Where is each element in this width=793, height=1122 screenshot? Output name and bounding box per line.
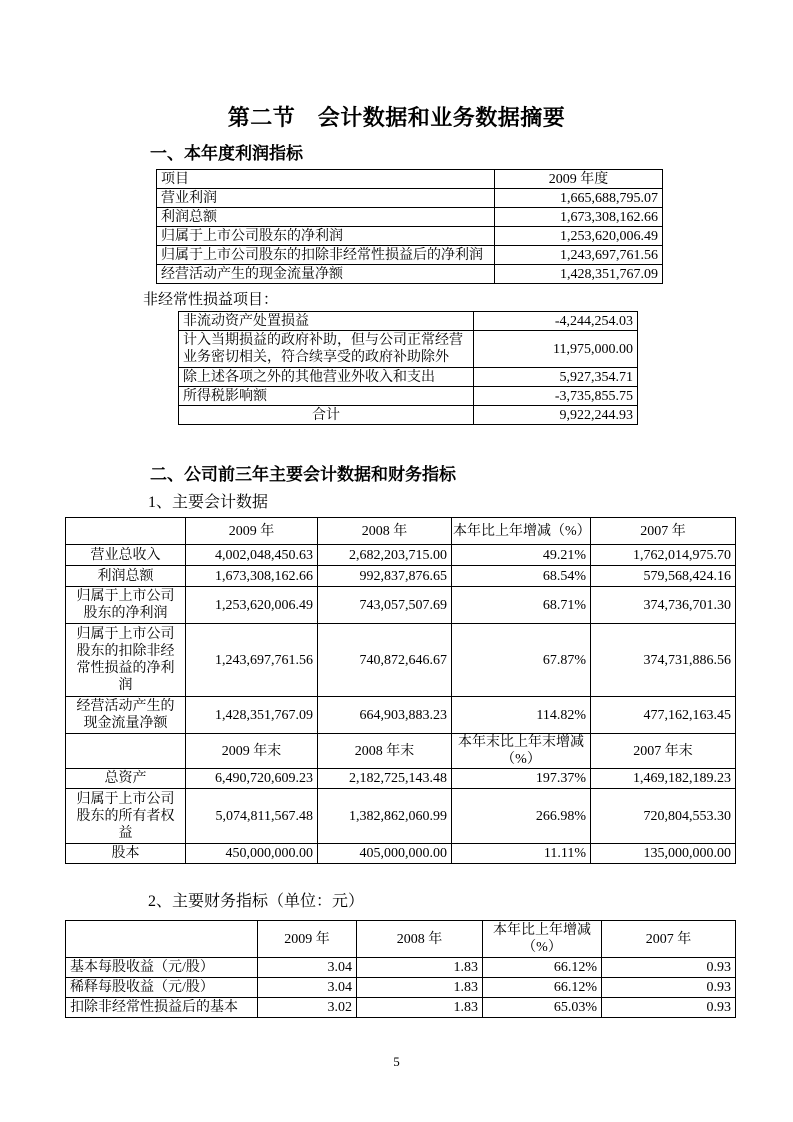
table-row bbox=[66, 998, 736, 1018]
row-value: -3,735,855.75 bbox=[474, 387, 638, 406]
table-row bbox=[66, 958, 736, 978]
value-2008: 1.83 bbox=[357, 978, 483, 998]
table-row bbox=[66, 978, 736, 998]
row-label: 营业利润 bbox=[157, 189, 495, 208]
table-row bbox=[179, 331, 638, 368]
column-header-2009: 2009 年度 bbox=[495, 170, 663, 189]
value-change: 68.71% bbox=[452, 587, 591, 624]
corner-cell bbox=[66, 921, 258, 958]
row-label: 除上述各项之外的其他营业外收入和支出 bbox=[179, 368, 474, 387]
row-label: 计入当期损益的政府补助，但与公司正常经营业务密切相关，符合续享受的政府补助除外 bbox=[179, 331, 474, 368]
value-change: 65.03% bbox=[483, 998, 602, 1018]
total-label: 合计 bbox=[179, 406, 474, 425]
row-value: 1,253,620,006.49 bbox=[495, 227, 663, 246]
row-label: 总资产 bbox=[66, 769, 186, 789]
total-value: 9,922,244.93 bbox=[474, 406, 638, 425]
value-2009: 3.02 bbox=[258, 998, 357, 1018]
row-value: 11,975,000.00 bbox=[474, 331, 638, 368]
value-change: 66.12% bbox=[483, 978, 602, 998]
table-header-row bbox=[157, 170, 663, 189]
value-change: 68.54% bbox=[452, 566, 591, 587]
corner-cell bbox=[66, 734, 186, 769]
value-2007: 374,736,701.30 bbox=[591, 587, 736, 624]
value-2009: 1,673,308,162.66 bbox=[186, 566, 318, 587]
value-2009: 3.04 bbox=[258, 958, 357, 978]
table-header-row-eop bbox=[66, 734, 736, 769]
row-label: 非流动资产处置损益 bbox=[179, 312, 474, 331]
value-2009: 1,428,351,767.09 bbox=[186, 697, 318, 734]
section-heading-three-year: 二、公司前三年主要会计数据和财务指标 bbox=[150, 465, 456, 484]
value-2007: 374,731,886.56 bbox=[591, 624, 736, 697]
row-label: 稀释每股收益（元/股） bbox=[66, 978, 258, 998]
row-label: 利润总额 bbox=[66, 566, 186, 587]
value-change: 197.37% bbox=[452, 769, 591, 789]
section-heading-profit: 一、本年度利润指标 bbox=[150, 144, 303, 163]
row-label: 经营活动产生的现金流量净额 bbox=[66, 697, 186, 734]
table-row bbox=[66, 789, 736, 844]
row-label: 所得税影响额 bbox=[179, 387, 474, 406]
row-label: 归属于上市公司股东的扣除非经常性损益的净利润 bbox=[66, 624, 186, 697]
value-2008: 1,382,862,060.99 bbox=[318, 789, 452, 844]
row-label: 归属于上市公司股东的净利润 bbox=[66, 587, 186, 624]
value-2007: 0.93 bbox=[602, 998, 736, 1018]
table-header-row bbox=[66, 921, 736, 958]
value-2007: 579,568,424.16 bbox=[591, 566, 736, 587]
column-header-change: 本年比上年增减（%） bbox=[483, 921, 602, 958]
value-change: 114.82% bbox=[452, 697, 591, 734]
value-2008: 1.83 bbox=[357, 958, 483, 978]
value-2007: 1,469,182,189.23 bbox=[591, 769, 736, 789]
row-value: 1,243,697,761.56 bbox=[495, 246, 663, 265]
page-number: 5 bbox=[393, 1054, 400, 1069]
value-2009: 3.04 bbox=[258, 978, 357, 998]
value-2009: 6,490,720,609.23 bbox=[186, 769, 318, 789]
row-value: 1,428,351,767.09 bbox=[495, 265, 663, 284]
row-label: 利润总额 bbox=[157, 208, 495, 227]
value-change: 66.12% bbox=[483, 958, 602, 978]
row-label: 经营活动产生的现金流量净额 bbox=[157, 265, 495, 284]
nonrecurring-items-heading: 非经常性损益项目： bbox=[143, 292, 279, 308]
table-row bbox=[66, 624, 736, 697]
value-2009: 1,243,697,761.56 bbox=[186, 624, 318, 697]
accounting-data-table bbox=[65, 517, 736, 864]
row-label: 基本每股收益（元/股） bbox=[66, 958, 258, 978]
subheading-financial-indicators: 2、主要财务指标（单位：元） bbox=[148, 893, 365, 910]
value-2008: 664,903,883.23 bbox=[318, 697, 452, 734]
profit-indicator-table bbox=[156, 169, 663, 284]
financial-indicator-table bbox=[65, 920, 736, 1018]
table-row bbox=[179, 368, 638, 387]
table-row bbox=[66, 844, 736, 864]
table-row bbox=[66, 566, 736, 587]
table-row bbox=[66, 545, 736, 566]
value-2007: 0.93 bbox=[602, 978, 736, 998]
table-row bbox=[66, 587, 736, 624]
column-header-2008: 2008 年 bbox=[318, 518, 452, 545]
value-2008: 1.83 bbox=[357, 998, 483, 1018]
value-change: 11.11% bbox=[452, 844, 591, 864]
row-value: -4,244,254.03 bbox=[474, 312, 638, 331]
table-header-row-annual bbox=[66, 518, 736, 545]
corner-cell bbox=[66, 518, 186, 545]
row-label: 股本 bbox=[66, 844, 186, 864]
table-row bbox=[157, 227, 663, 246]
table-row bbox=[157, 246, 663, 265]
value-2008: 992,837,876.65 bbox=[318, 566, 452, 587]
row-value: 1,673,308,162.66 bbox=[495, 208, 663, 227]
row-label: 扣除非经常性损益后的基本 bbox=[66, 998, 258, 1018]
column-header-2009: 2009 年 bbox=[258, 921, 357, 958]
row-label: 归属于上市公司股东的所有者权益 bbox=[66, 789, 186, 844]
row-label: 归属于上市公司股东的净利润 bbox=[157, 227, 495, 246]
table-row bbox=[157, 189, 663, 208]
value-2007: 477,162,163.45 bbox=[591, 697, 736, 734]
table-row bbox=[157, 208, 663, 227]
column-header-2007: 2007 年 bbox=[591, 518, 736, 545]
total-row bbox=[179, 406, 638, 425]
row-label: 归属于上市公司股东的扣除非经常性损益后的净利润 bbox=[157, 246, 495, 265]
column-header-2008: 2008 年 bbox=[357, 921, 483, 958]
value-2009: 4,002,048,450.63 bbox=[186, 545, 318, 566]
value-2007: 0.93 bbox=[602, 958, 736, 978]
table-row bbox=[66, 697, 736, 734]
column-header-2007: 2007 年 bbox=[602, 921, 736, 958]
value-2007: 720,804,553.30 bbox=[591, 789, 736, 844]
value-2008: 743,057,507.69 bbox=[318, 587, 452, 624]
value-2009: 5,074,811,567.48 bbox=[186, 789, 318, 844]
value-2008: 405,000,000.00 bbox=[318, 844, 452, 864]
value-change: 49.21% bbox=[452, 545, 591, 566]
row-label: 营业总收入 bbox=[66, 545, 186, 566]
column-header-2009-eop: 2009 年末 bbox=[186, 734, 318, 769]
column-header-item: 项目 bbox=[157, 170, 495, 189]
table-row bbox=[179, 387, 638, 406]
row-value: 1,665,688,795.07 bbox=[495, 189, 663, 208]
value-2008: 740,872,646.67 bbox=[318, 624, 452, 697]
value-change: 266.98% bbox=[452, 789, 591, 844]
value-2008: 2,682,203,715.00 bbox=[318, 545, 452, 566]
value-2007: 1,762,014,975.70 bbox=[591, 545, 736, 566]
page-title: 第二节 会计数据和业务数据摘要 bbox=[227, 105, 566, 130]
value-2009: 450,000,000.00 bbox=[186, 844, 318, 864]
value-2009: 1,253,620,006.49 bbox=[186, 587, 318, 624]
table-row bbox=[66, 769, 736, 789]
nonrecurring-items-table bbox=[178, 311, 638, 425]
column-header-2008-eop: 2008 年末 bbox=[318, 734, 452, 769]
subheading-accounting-data: 1、主要会计数据 bbox=[148, 494, 269, 511]
column-header-change: 本年比上年增减（%） bbox=[452, 518, 591, 545]
table-row bbox=[179, 312, 638, 331]
column-header-change-eop: 本年末比上年末增减（%） bbox=[452, 734, 591, 769]
table-row bbox=[157, 265, 663, 284]
value-change: 67.87% bbox=[452, 624, 591, 697]
value-2008: 2,182,725,143.48 bbox=[318, 769, 452, 789]
value-2007: 135,000,000.00 bbox=[591, 844, 736, 864]
column-header-2009: 2009 年 bbox=[186, 518, 318, 545]
column-header-2007-eop: 2007 年末 bbox=[591, 734, 736, 769]
row-value: 5,927,354.71 bbox=[474, 368, 638, 387]
